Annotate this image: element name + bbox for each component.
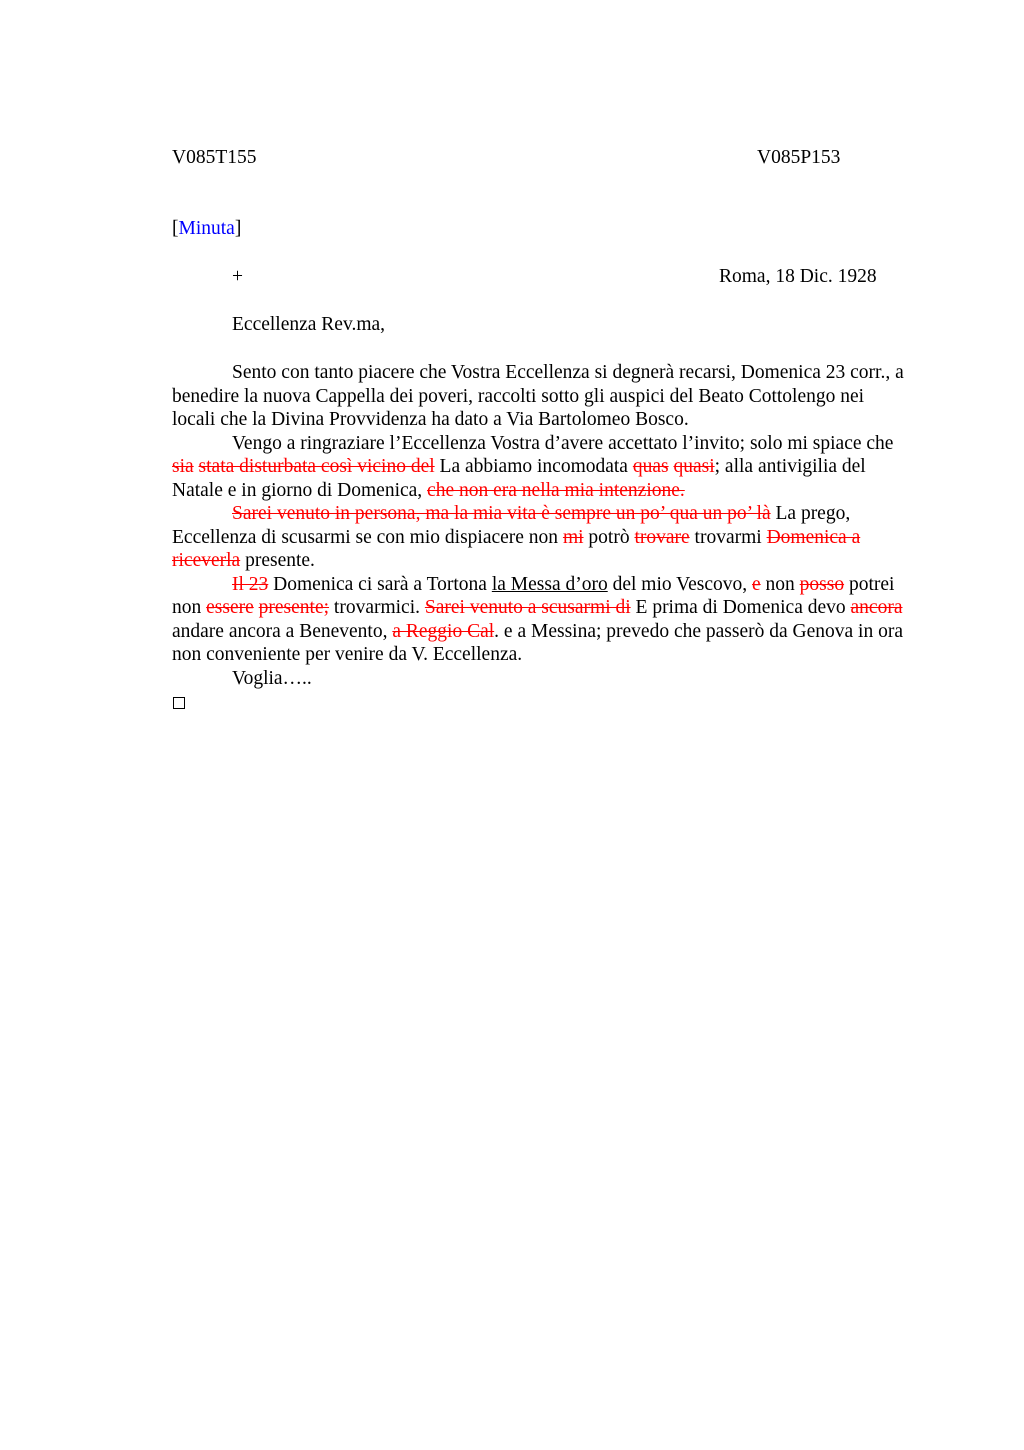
deleted-text: essere	[206, 597, 254, 618]
underlined-text: la Messa d’oro	[491, 573, 608, 595]
paragraph-1-text: Sento con tanto piacere che Vostra Eccellenza si degnerà recarsi, Domenica 23 corr., a benedire la nuova Cappella dei poveri, raccolti sotto gli auspici del Beato Cottolengo nei locali che la Divina Provvidenza ha dato a Via Bartolomeo Bosco.	[172, 362, 904, 430]
cross-symbol: +	[232, 266, 243, 287]
deleted-text: posso	[799, 573, 845, 595]
bracket-open: [	[172, 218, 179, 239]
text-run: Domenica ci sarà a Tortona	[268, 573, 492, 595]
deleted-text: che non era nella mia intenzione.	[427, 479, 685, 501]
bracket-close: ]	[234, 218, 242, 239]
deleted-text: a Reggio Cal	[392, 620, 495, 642]
deleted-text: quasi	[673, 456, 715, 477]
deleted-text: Sarei venuto a scusarmi di	[424, 597, 631, 618]
text-run: trovarmi	[689, 526, 767, 548]
closing-text: Voglia…..	[232, 667, 312, 689]
draft-label	[172, 217, 241, 241]
text-run: ; alla antivigilia del Natale e in giorno di Domenica,	[172, 456, 866, 501]
deleted-text: ancora	[850, 597, 903, 618]
deleted-text: Sarei venuto in persona, ma la mia vita è sempre un po’ qua un po’ là	[232, 503, 771, 524]
archive-code-left: V085T155	[172, 147, 257, 168]
deleted-text: quas	[632, 456, 669, 477]
paragraph-1	[172, 361, 912, 432]
deleted-text: Domenica a riceverla	[172, 526, 861, 571]
salutation: Eccellenza Rev.ma,	[232, 314, 386, 335]
deleted-text: trovare	[634, 526, 690, 548]
paragraph-5	[172, 667, 912, 691]
text-run: E prima di Domenica devo	[630, 597, 851, 618]
draft-label-word: Minuta	[178, 218, 235, 239]
text-run: . e a Messina; prevedo che passerò da Genova in ora non conveniente per venire da V. Eccellenza.	[172, 620, 903, 665]
text-run: La prego, Eccellenza di scusarmi se con mio dispiacere non	[172, 503, 851, 548]
paragraph-4	[172, 573, 912, 667]
text-run: andare ancora a Benevento,	[172, 620, 393, 642]
text-run: potrò	[583, 526, 635, 548]
text-run: del mio Vescovo,	[607, 573, 752, 595]
text-run: non	[760, 573, 800, 595]
deleted-text: mi	[562, 526, 584, 548]
letter-date: Roma, 18 Dic. 1928	[719, 266, 877, 287]
paragraph-2	[172, 432, 912, 503]
deleted-text: presente;	[258, 597, 330, 618]
letter-body	[172, 361, 912, 690]
text-run: Vengo a ringraziare l’Eccellenza Vostra d’avere accettato l’invito; solo mi spiace che	[232, 432, 894, 454]
deleted-text: Il 23	[232, 573, 269, 595]
deleted-text: stata disturbata così vicino del	[198, 456, 435, 477]
paragraph-3	[172, 502, 912, 573]
deleted-text: e	[751, 573, 761, 595]
checkbox-square-icon	[173, 697, 185, 709]
text-run: potrei non	[172, 573, 895, 618]
text-run: trovarmici.	[329, 597, 425, 618]
text-run: presente.	[240, 550, 315, 571]
archive-code-right: V085P153	[757, 147, 841, 168]
deleted-text: sia	[172, 456, 194, 477]
text-run: La abbiamo incomodata	[434, 456, 633, 477]
